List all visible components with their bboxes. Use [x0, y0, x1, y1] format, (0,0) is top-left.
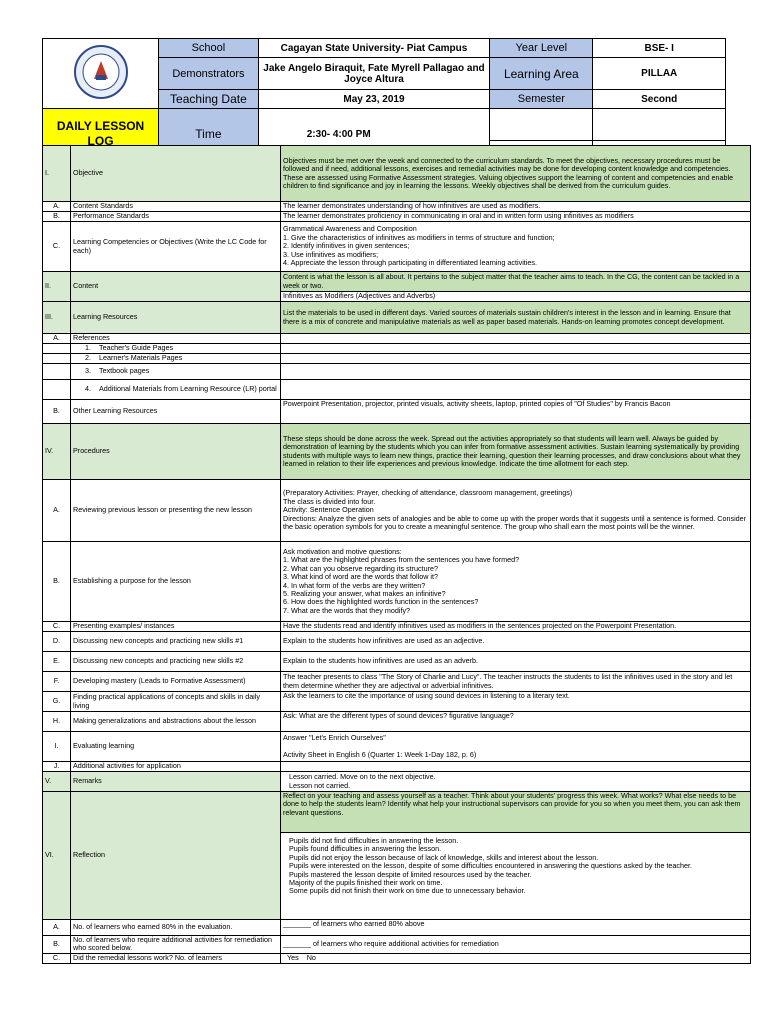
learning-area-label: Learning Area	[490, 58, 593, 90]
table-row: E. Discussing new concepts and practicing new skills #2 Explain to the students how infinitives are used as an adverb.	[43, 652, 751, 672]
remedial-lessons-text: Yes No	[281, 953, 751, 963]
content-standards-text: The learner demonstrates understanding of how infinitives are used as modifiers.	[281, 202, 751, 212]
table-row: B. Performance Standards The learner demonstrates proficiency in communicating in oral and in written form using infinitives as modifiers	[43, 212, 751, 222]
table-row: V. Remarks Lesson carried. Move on to the next objective. Lesson not carried.	[43, 772, 751, 792]
table-row: B. Establishing a purpose for the lesson Ask motivation and motive questions: 1. What are the highlighted phrases from the sentences you have formed? 2. What can you observe regarding its structure? 3. What kind of word are the words that follow it? 4. In what form of the verbs are they written? 5. Realizing your answer, what makes an infinitive? 6. How does the highlighted words function in the sentences? 7. What are the words that they modify?	[43, 542, 751, 622]
presenting-examples-text: Have the students read and identify infinitives used as modifiers in the sentences projected on the Powerpoint Presentation.	[281, 622, 751, 632]
other-resources-label: Other Learning Resources	[71, 400, 281, 424]
table-row: III. Learning Resources List the materials to be used in different days. Varied sources of materials sustain children's interest in the lesson and in learning. Ensure that there is a mix of concrete and manipulative materials as well as paper based materials. Hands-on learning promotes concept development.	[43, 302, 751, 334]
blank-cell-1	[490, 109, 593, 141]
performance-standards-text: The learner demonstrates proficiency in communicating in oral and in written form using infinitives as modifiers	[281, 212, 751, 222]
teaching-date-label: Teaching Date	[159, 90, 259, 109]
developing-mastery-text: The teacher presents to class "The Story of Charlie and Lucy". The teacher instructs the students to list the infinitives used in the story and let them determine whether they are adjectival or adverbial infinitives.	[281, 672, 751, 692]
table-row: D. Discussing new concepts and practicing new skills #1 Explain to the students how infinitives are used as an adjective.	[43, 632, 751, 652]
title-line-1: DAILY LESSON	[56, 119, 145, 133]
reviewing-lesson-label: Reviewing previous lesson or presenting the new lesson	[71, 480, 281, 542]
learning-competencies-text: Grammatical Awareness and Composition 1. Give the characteristics of infinitives as modifiers in terms of structure and function; 2. Identify infinitives in given sentences; 3. Use infinitives as modifiers; 4. Appreciate the lesson through participating in differentiated learning activities.	[281, 222, 751, 272]
establishing-purpose-text: Ask motivation and motive questions: 1. What are the highlighted phrases from the sentences you have formed? 2. What can you observe regarding its structure? 3. What kind of word are the words that follow it? 4. In what form of the verbs are they written? 5. Realizing your answer, what makes an infinitive? 6. How does the highlighted words function in the sentences? 7. What are the words that they modify?	[281, 542, 751, 622]
procedures-label: Procedures	[71, 424, 281, 480]
practical-applications-text: Ask the learners to cite the importance of using sound devices in listening to a literary text.	[281, 692, 751, 712]
table-row	[43, 344, 751, 354]
year-level-label: Year Level	[490, 39, 593, 58]
learners-remediation-text: _______ of learners who require additional activities for remediation	[281, 936, 751, 954]
deped-logo	[43, 39, 159, 109]
learners-80-label: No. of learners who earned 80% in the evaluation.	[71, 920, 281, 936]
performance-standards-label: Performance Standards	[71, 212, 281, 222]
generalizations-text: Ask: What are the different types of sound devices? figurative language?	[281, 712, 751, 732]
discussing-2-label: Discussing new concepts and practicing new skills #2	[71, 652, 281, 672]
table-row: I. Objective Objectives must be met over the week and connected to the curriculum standards. To meet the objectives, necessary procedures must be followed and if need, additional lessons, exercises and remedial activities may be done for developing content knowledge and competencies. These are assessed using Formative Assessment strategies. Valuing objectives support the learning of content and competencies and enable children to find significance and joy in learning the lessons. Weekly objectives shall be derived from the curriculum guides.	[43, 146, 751, 202]
presenting-examples-label: Presenting examples/ instances	[71, 622, 281, 632]
table-row: J. Additional activities for application	[43, 762, 751, 772]
table-row: H. Making generalizations and abstractions about the lesson Ask: What are the different types of sound devices? figurative language?	[43, 712, 751, 732]
table-row: A. Reviewing previous lesson or presenting the new lesson (Preparatory Activities: Prayer, checking of attendance, classroom management, greetings) The class is divided into four. Activity: Sentence Operation Directions: Analyze the given sets of analogies and be able to come up with the proper words that it suggests until a sentence is formed. Consider the basic operation symbols for you to create a meaningful sentence. The group who shall earn the most points will be the winner.	[43, 480, 751, 542]
learning-resources-label: Learning Resources	[71, 302, 281, 334]
table-row: G. Finding practical applications of concepts and skills in daily living Ask the learners to cite the importance of using sound devices in listening to a literary text.	[43, 692, 751, 712]
table-row: C. Learning Competencies or Objectives (Write the LC Code for each) Grammatical Awareness and Composition 1. Give the characteristics of infinitives as modifiers in terms of structure and function; 2. Identify infinitives in given sentences; 3. Use infinitives as modifiers; 4. Appreciate the lesson through participating in differentiated learning activities.	[43, 222, 751, 272]
time-value: 2:30- 4:00 PM	[258, 109, 490, 160]
reflection-label: Reflection	[71, 792, 281, 920]
table-row: VI. Reflection Reflect on your teaching and assess yourself as a teacher. Think about your students' progress this week. What works? What else needs to be done to help the students learn? Identify what help your instructional supervisors can provide for you so when you meet them, you can ask them relevant questions. Pupils did not find difficulties in answering the lesson. Pupils found difficulties in answering the lesson. Pupils did not enjoy the lesson because of lack of knowledge, skills and interest about the lesson. Pupils were interested on the lesson, despite of some difficulties encountered in answering the questions asked by the teacher. Pupils mastered the lesson despite of limited resources used by the teacher. Majority of the pupils finished their work on time. Some pupils did not finish their work on time due to unnecessary behavior.	[43, 792, 751, 920]
seal-icon	[74, 45, 128, 99]
practical-applications-label: Finding practical applications of concepts and skills in daily living	[71, 692, 281, 712]
teachers-guide-label: 1. Teacher's Guide Pages	[71, 344, 281, 354]
table-row	[43, 380, 751, 400]
content-text: Content is what the lesson is all about. It pertains to the subject matter that the teacher aims to teach. In the CG, the content can be tackled in a week or two.	[281, 272, 751, 292]
table-row: A. Content Standards The learner demonstrates understanding of how infinitives are used as modifiers.	[43, 202, 751, 212]
school-label: School	[159, 39, 259, 58]
time-label: Time	[159, 109, 259, 160]
discussing-1-text: Explain to the students how infinitives are used as an adjective.	[281, 632, 751, 652]
procedures-text: These steps should be done across the week. Spread out the activities appropriately so that students will learn well. Always be guided by demonstration of learning by the students which you can infer from formative assessment activities. Sustain learning systematically by providing students with multiple ways to learn new things, practice their learning, question their learning processes, and draw conclusions about what they learned in relation to their life experiences and previous knowledge. Indicate the time allotment for each step.	[281, 424, 751, 480]
title-line-2: LOG	[87, 134, 114, 148]
lr-portal-label: 4. Additional Materials from Learning Resource (LR) portal	[71, 380, 281, 400]
discussing-1-label: Discussing new concepts and practicing new skills #1	[71, 632, 281, 652]
establishing-purpose-label: Establishing a purpose for the lesson	[71, 542, 281, 622]
blank-cell-2	[593, 109, 726, 141]
table-row: II. Content Content is what the lesson is all about. It pertains to the subject matter that the teacher aims to teach. In the CG, the content can be tackled in a week or two.	[43, 272, 751, 292]
remarks-text: Lesson carried. Move on to the next objective. Lesson not carried.	[281, 772, 751, 792]
table-row: F. Developing mastery (Leads to Formative Assessment) The teacher presents to class "The Story of Charlie and Lucy". The teacher instructs the students to list the infinitives used in the story and let them determine whether they are adjectival or adverbial infinitives.	[43, 672, 751, 692]
table-row: A. No. of learners who earned 80% in the evaluation. _______ of learners who earned 80% above	[43, 920, 751, 936]
teaching-date-value: May 23, 2019	[258, 90, 490, 109]
evaluating-learning-text	[281, 732, 751, 762]
table-row: B. Other Learning Resources Powerpoint Presentation, projector, printed visuals, activity sheets, laptop, printed copies of "Of Studies" by Francis Bacon	[43, 400, 751, 424]
generalizations-label: Making generalizations and abstractions about the lesson	[71, 712, 281, 732]
discussing-2-text: Explain to the students how infinitives are used as an adverb.	[281, 652, 751, 672]
content-label: Content	[71, 272, 281, 302]
references-label: References	[71, 334, 281, 344]
table-row: C. Presenting examples/ instances Have the students read and identify infinitives used as modifiers in the sentences projected on the Powerpoint Presentation.	[43, 622, 751, 632]
table-row: C. Did the remedial lessons work? No. of learners Yes No	[43, 953, 751, 963]
learners-80-text: _______ of learners who earned 80% above	[281, 920, 751, 936]
semester-value: Second	[593, 90, 726, 109]
demonstrators-value: Jake Angelo Biraquit, Fate Myrell Pallagao and Joyce Altura	[258, 58, 490, 90]
demonstrators-label: Demonstrators	[159, 58, 259, 90]
remarks-label: Remarks	[71, 772, 281, 792]
additional-activities-label: Additional activities for application	[71, 762, 281, 772]
table-row: A. References	[43, 334, 751, 344]
learning-area-value: PILLAA	[593, 58, 726, 90]
other-resources-text: Powerpoint Presentation, projector, printed visuals, activity sheets, laptop, printed copies of "Of Studies" by Francis Bacon	[281, 400, 751, 424]
table-row	[43, 364, 751, 380]
learning-resources-text: List the materials to be used in different days. Varied sources of materials sustain children's interest in the lesson and in learning. Ensure that there is a mix of concrete and manipulative materials as well as paper based materials. Hands-on learning promotes concept development.	[281, 302, 751, 334]
content-topic: Infinitives as Modifiers (Adjectives and Adverbs)	[281, 292, 751, 302]
reflection-list: Pupils did not find difficulties in answering the lesson. Pupils found difficulties in answering the lesson. Pupils did not enjoy the lesson because of lack of knowledge, skills and interest about the lesson. Pupils were interested on the lesson, despite of some difficulties encountered in answering the questions asked by the teacher. Pupils mastered the lesson despite of limited resources used by the teacher. Majority of the pupils finished their work on time. Some pupils did not finish their work on time due to unnecessary behavior.	[289, 836, 693, 896]
table-row: IV. Procedures These steps should be done across the week. Spread out the activities appropriately so that students will learn well. Always be guided by demonstration of learning by the students which you can infer from formative assessment activities. Sustain learning systematically by providing students with multiple ways to learn new things, practice their learning, question their learning processes, and draw conclusions about what they learned in relation to their life experiences and previous knowledge. Indicate the time allotment for each step.	[43, 424, 751, 480]
school-value: Cagayan State University- Piat Campus	[258, 39, 490, 58]
learners-materials-label: 2. Learner's Materials Pages	[71, 354, 281, 364]
lesson-log-table	[42, 145, 751, 964]
table-row: B. No. of learners who require additional activities for remediation who scored below. _______ of learners who require additional activities for remediation	[43, 936, 751, 954]
textbook-pages-label: 3. Textbook pages	[71, 364, 281, 380]
reflection-text: Reflect on your teaching and assess yourself as a teacher. Think about your students' progress this week. What works? What else needs to be done to help the students learn? Identify what help your instructional supervisors can provide for you so when you meet them, you can ask them relevant questions.	[281, 792, 750, 833]
learning-competencies-label: Learning Competencies or Objectives (Write the LC Code for each)	[71, 222, 281, 272]
evaluating-line-2: Activity Sheet in English 6 (Quarter 1: Week 1-Day 182, p. 6)	[283, 749, 477, 759]
header-table	[42, 38, 726, 160]
reflection-cell	[281, 792, 751, 920]
developing-mastery-label: Developing mastery (Leads to Formative Assessment)	[71, 672, 281, 692]
table-row	[43, 354, 751, 364]
objective-label: Objective	[71, 146, 281, 202]
content-standards-label: Content Standards	[71, 202, 281, 212]
semester-label: Semester	[490, 90, 593, 109]
evaluating-line-1: Answer "Let's Enrich Ourselves"	[283, 733, 386, 743]
reviewing-lesson-text: (Preparatory Activities: Prayer, checking of attendance, classroom management, greetings) The class is divided into four. Activity: Sentence Operation Directions: Analyze the given sets of analogies and be able to come up with the proper words that it suggests until a sentence is formed. Consider the basic operation symbols for you to create a meaningful sentence. The group who shall earn the most points will be the winner.	[281, 480, 751, 542]
evaluating-learning-label: Evaluating learning	[71, 732, 281, 762]
table-row: I. Evaluating learning Answer "Let's Enrich Ourselves" Activity Sheet in English 6 (Quarter 1: Week 1-Day 182, p. 6)	[43, 732, 751, 762]
remedial-lessons-label: Did the remedial lessons work? No. of learners	[71, 953, 281, 963]
objective-text: Objectives must be met over the week and connected to the curriculum standards. To meet the objectives, necessary procedures must be followed and if need, additional lessons, exercises and remedial activities may be done for developing content knowledge and competencies. These are assessed using Formative Assessment strategies. Valuing objectives support the learning of content and competencies and enable children to find significance and joy in learning the lessons. Weekly objectives shall be derived from the curriculum guides.	[281, 146, 751, 202]
year-level-value: BSE- I	[593, 39, 726, 58]
learners-remediation-label: No. of learners who require additional activities for remediation who scored below.	[71, 936, 281, 954]
